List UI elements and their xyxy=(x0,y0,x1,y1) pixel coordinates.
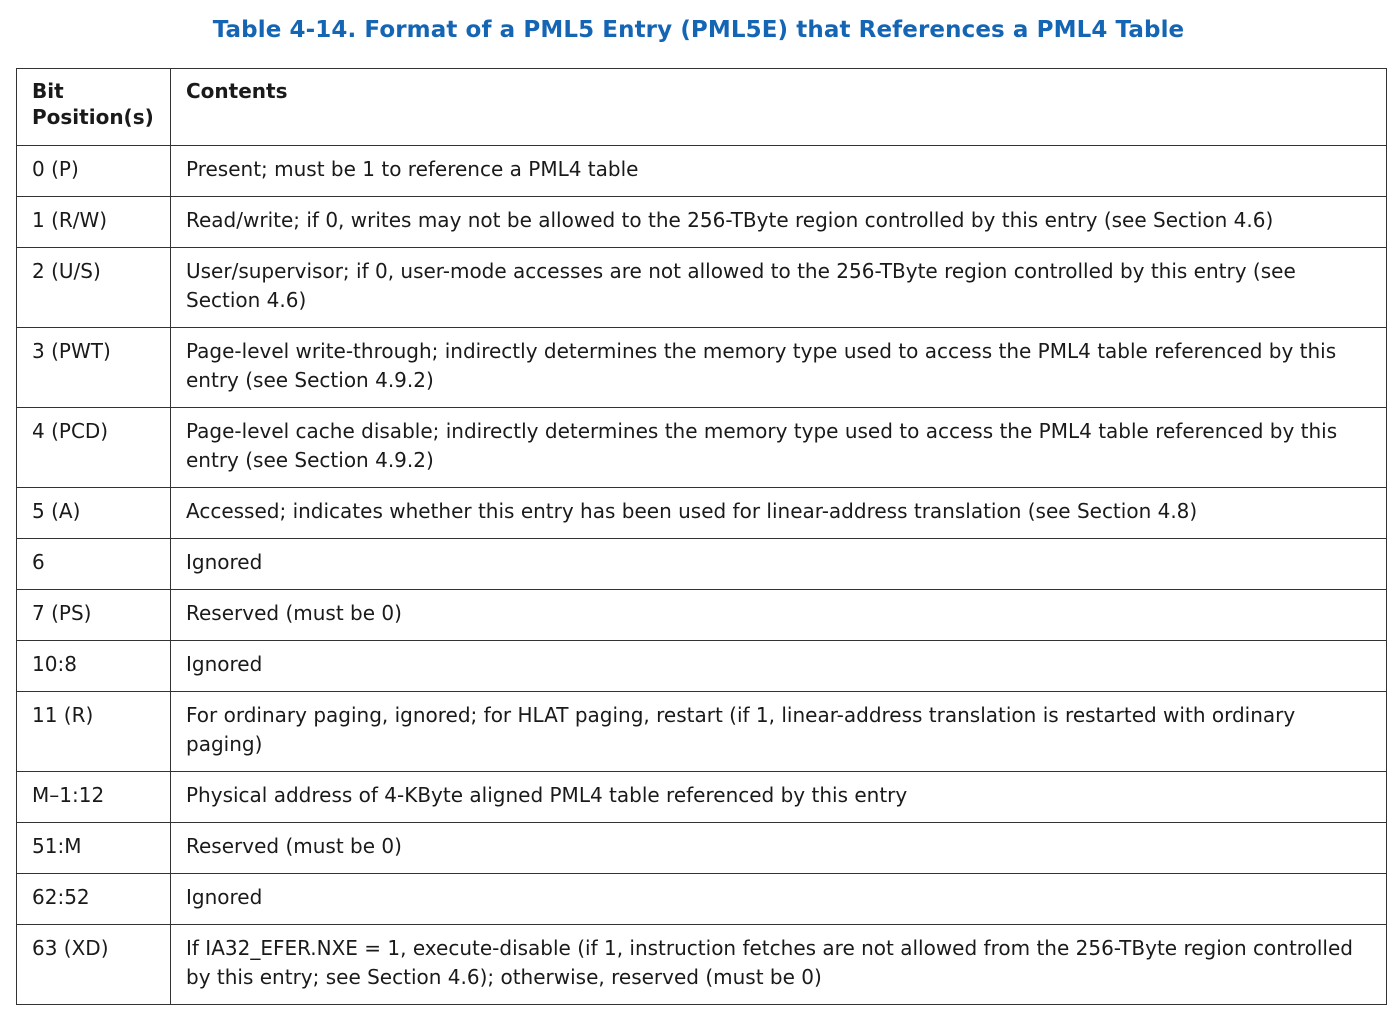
table-row xyxy=(17,248,1387,328)
table-row xyxy=(17,539,1387,590)
bit-position-cell: 51:M xyxy=(17,823,171,874)
table-row xyxy=(17,590,1387,641)
bit-position-cell: 6 xyxy=(17,539,171,590)
bit-position-cell: 3 (PWT) xyxy=(17,328,171,408)
bit-position-cell: 11 (R) xyxy=(17,692,171,772)
contents-cell: Ignored xyxy=(171,539,1387,590)
table-row xyxy=(17,328,1387,408)
table-row xyxy=(17,488,1387,539)
bit-position-cell: 2 (U/S) xyxy=(17,248,171,328)
bit-position-cell: 1 (R/W) xyxy=(17,197,171,248)
bit-position-cell: 62:52 xyxy=(17,874,171,925)
contents-cell: Reserved (must be 0) xyxy=(171,823,1387,874)
table-row xyxy=(17,925,1387,1005)
contents-cell: Page-level cache disable; indirectly determines the memory type used to access the PML4 table referenced by this entry (see Section 4.9.2) xyxy=(171,408,1387,488)
bit-position-cell: 4 (PCD) xyxy=(17,408,171,488)
contents-cell: Physical address of 4-KByte aligned PML4 table referenced by this entry xyxy=(171,772,1387,823)
header-contents: Contents xyxy=(171,69,1387,146)
contents-cell: Reserved (must be 0) xyxy=(171,590,1387,641)
table-row xyxy=(17,692,1387,772)
contents-cell: For ordinary paging, ignored; for HLAT paging, restart (if 1, linear-address translation is restarted with ordinary paging) xyxy=(171,692,1387,772)
table-row xyxy=(17,772,1387,823)
contents-cell: Present; must be 1 to reference a PML4 table xyxy=(171,146,1387,197)
contents-cell: Read/write; if 0, writes may not be allowed to the 256-TByte region controlled by this entry (see Section 4.6) xyxy=(171,197,1387,248)
contents-cell: User/supervisor; if 0, user-mode accesses are not allowed to the 256-TByte region controlled by this entry (see Section 4.6) xyxy=(171,248,1387,328)
table-row xyxy=(17,197,1387,248)
table-row xyxy=(17,823,1387,874)
bit-position-cell: 7 (PS) xyxy=(17,590,171,641)
contents-cell: Ignored xyxy=(171,641,1387,692)
bit-position-cell: 5 (A) xyxy=(17,488,171,539)
table-row xyxy=(17,641,1387,692)
table-title: Table 4-14. Format of a PML5 Entry (PML5E) that References a PML4 Table xyxy=(212,17,1185,43)
bit-position-cell: 63 (XD) xyxy=(17,925,171,1005)
contents-cell: Ignored xyxy=(171,874,1387,925)
contents-cell: Page-level write-through; indirectly determines the memory type used to access the PML4 table referenced by this entry (see Section 4.9.2) xyxy=(171,328,1387,408)
table-row xyxy=(17,408,1387,488)
bit-position-cell: M–1:12 xyxy=(17,772,171,823)
table-row xyxy=(17,146,1387,197)
table-header-row xyxy=(17,69,1387,146)
header-bit-positions: Bit Position(s) xyxy=(17,69,171,146)
contents-cell: If IA32_EFER.NXE = 1, execute-disable (if 1, instruction fetches are not allowed from the 256-TByte region controlled by this entry; see Section 4.6); otherwise, reserved (must be 0) xyxy=(171,925,1387,1005)
bit-position-cell: 10:8 xyxy=(17,641,171,692)
contents-cell: Accessed; indicates whether this entry has been used for linear-address translation (see Section 4.8) xyxy=(171,488,1387,539)
bit-position-cell: 0 (P) xyxy=(17,146,171,197)
pml5e-format-table xyxy=(16,68,1387,1005)
table-row xyxy=(17,874,1387,925)
